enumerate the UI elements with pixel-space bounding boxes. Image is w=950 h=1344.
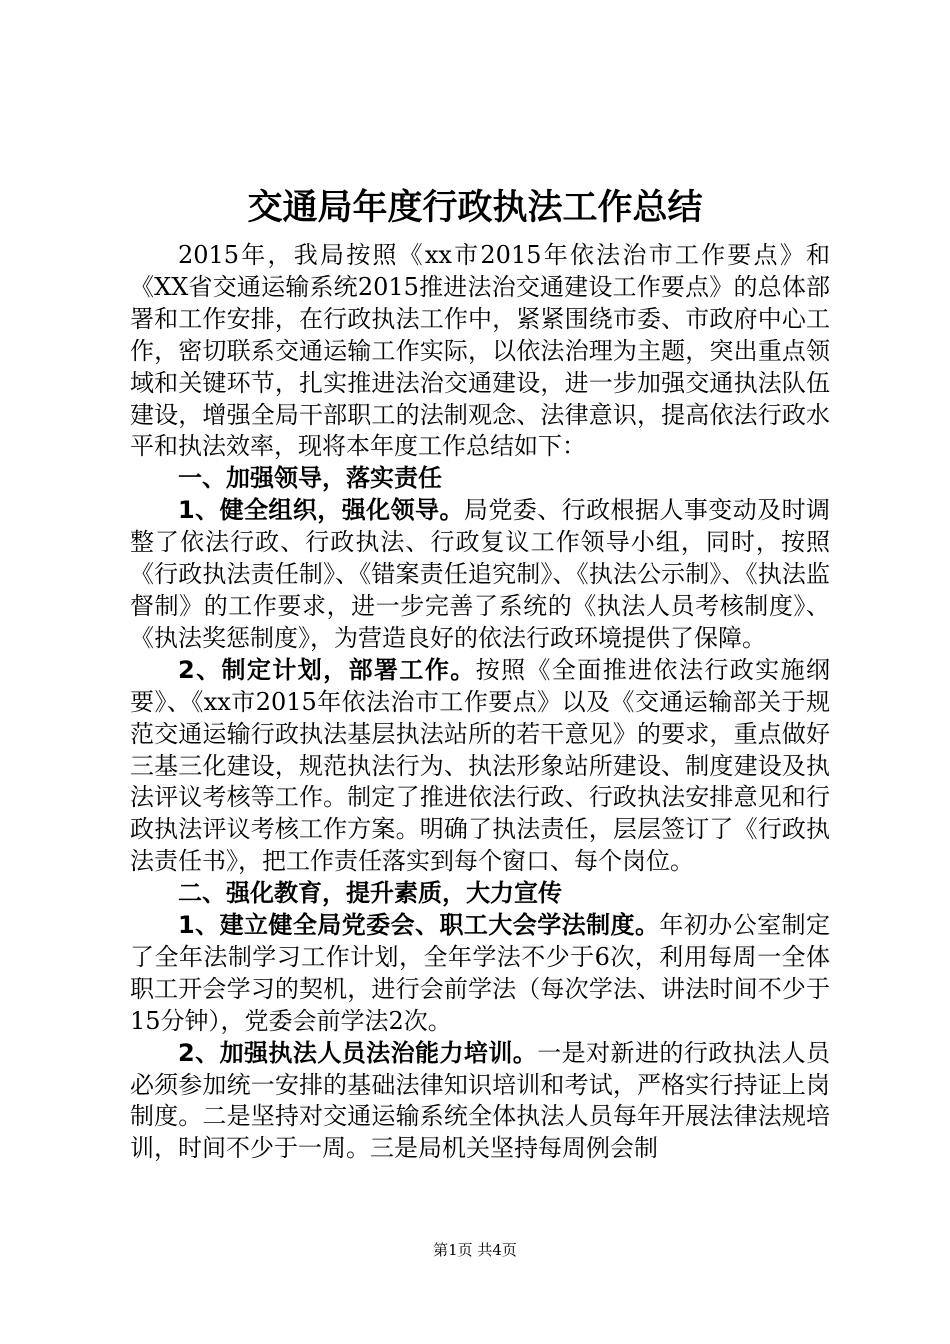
intro-paragraph: 2015年，我局按照《xx市2015年依法治市工作要点》和《XX省交通运输系统2015推进法治交通建设工作要点》的总体部署和工作安排，在行政执法工作中，紧紧围绕市委、市政府中心工作，密切联系交通运输工作实际，以依法治理为主题，突出重点领域和关键环节，扎实推进法治交通建设，进一步加强交通执法队伍建设，增强全局干部职工的法制观念、法律意识，提高依法行政水平和执法效率，现将本年度工作总结如下：: [130, 241, 830, 461]
section1-item2-body: 按照《全面推进依法行政实施纲要》、《xx市2015年依法治市工作要点》以及《交通运输部关于规范交通运输行政执法基层执法站所的若干意见》的要求，重点做好三基三化建设，规范执法行为、执法形象站所建设、制度建设及执法评议考核等工作。制定了推进依法行政、行政执法安排意见和行政执法评议考核工作方案。明确了执法责任，层层签订了《行政执法责任书》，把工作责任落实到每个窗口、每个岗位。: [130, 655, 831, 876]
section1-item2-paragraph: [130, 655, 830, 878]
section-heading-1: 一、加强领导，落实责任: [178, 464, 442, 493]
section2-item1-lead: 1、建立健全局党委会、职工大会学法制度。: [178, 911, 660, 940]
document-body: [130, 240, 830, 1165]
section2-item2-lead: 2、加强执法人员法治能力培训。: [178, 1038, 538, 1067]
section1-item2-lead: 2、制定计划，部署工作。: [178, 655, 476, 684]
section1-item1-paragraph: [130, 495, 830, 655]
section2-item2-body: 一是对新进的行政执法人员必须参加统一安排的基础法律知识培训和考试，严格实行持证上岗制度。二是坚持对交通运输系统全体执法人员每年开展法律法规培训，时间不少于一周。三是局机关坚持每周例会制: [130, 1038, 830, 1163]
page-footer: [0, 1240, 950, 1260]
section2-item1-body: 年初办公室制定了全年法制学习工作计划，全年学法不少于6次，利用每周一全体职工开会学习的契机，进行会前学法（每次学法、讲法时间不少于15分钟），党委会前学法2次。: [130, 911, 830, 1035]
section2-item2-paragraph: [130, 1038, 830, 1166]
section-heading-2: 二、强化教育，提升素质，大力宣传: [178, 879, 562, 908]
section2-item1-paragraph: [130, 910, 830, 1038]
section1-item1-body: 局党委、行政根据人事变动及时调整了依法行政、行政执法、行政复议工作领导小组，同时，按照《行政执法责任制》、《错案责任追究制》、《执法公示制》、《执法监督制》的工作要求，进一步完善了系统的《执法人员考核制度》、《执法奖惩制度》，为营造良好的依法行政环境提供了保障。: [130, 496, 831, 652]
document-title: 交通局年度行政执法工作总结: [247, 188, 703, 228]
page-indicator: 第1页 共4页: [433, 1241, 517, 1259]
section1-item1-lead: 1、健全组织，强化领导。: [178, 496, 464, 525]
